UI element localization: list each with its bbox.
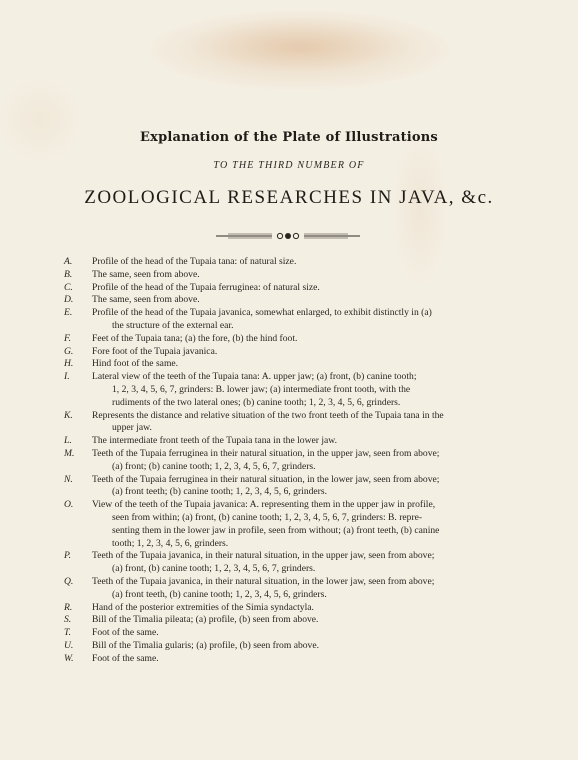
entry-line: Hind foot of the same. bbox=[92, 358, 179, 370]
plate-entry bbox=[64, 256, 524, 269]
paper-stain bbox=[150, 10, 450, 90]
plate-entry bbox=[64, 576, 524, 602]
plate-entry bbox=[64, 333, 524, 346]
plate-entry bbox=[64, 640, 524, 653]
entry-text bbox=[92, 640, 524, 653]
entry-line: seen from within; (a) front, (b) canine tooth; 1, 2, 3, 4, 5, 6, 7, grinders: B. repre- bbox=[112, 511, 423, 523]
plate-entry bbox=[64, 371, 524, 409]
plate-entry bbox=[64, 346, 524, 359]
entry-letter: K. bbox=[64, 409, 73, 421]
entry-letter: M. bbox=[64, 447, 75, 459]
entry-line: Profile of the head of the Tupaia javanica, somewhat enlarged, to exhibit distinctly in (a) bbox=[92, 307, 432, 319]
entry-line: Bill of the Timalia pileata; (a) profile, (b) seen from above. bbox=[92, 614, 319, 626]
entry-text bbox=[92, 448, 524, 474]
entry-text bbox=[92, 653, 524, 666]
entry-line: (a) front; (b) canine tooth; 1, 2, 3, 4, 5, 6, 7, grinders. bbox=[112, 460, 316, 472]
entry-text bbox=[92, 627, 524, 640]
ornamental-rule bbox=[214, 231, 362, 241]
plate-entry bbox=[64, 307, 524, 333]
entry-text bbox=[92, 307, 524, 333]
entry-line: tooth; 1, 2, 3, 4, 5, 6, grinders. bbox=[112, 537, 229, 549]
plate-entry bbox=[64, 410, 524, 436]
entry-letter: H. bbox=[64, 358, 74, 370]
plate-entry bbox=[64, 499, 524, 550]
page-title: ZOOLOGICAL RESEARCHES IN JAVA, &c. bbox=[84, 187, 494, 208]
entry-line: Hand of the posterior extremities of the Simia syndactyla. bbox=[92, 601, 314, 613]
plate-entry bbox=[64, 627, 524, 640]
entry-line: The intermediate front teeth of the Tupaia tana in the lower jaw. bbox=[92, 435, 338, 447]
entry-text bbox=[92, 410, 524, 436]
entry-line: upper jaw. bbox=[112, 422, 152, 434]
entry-letter: R. bbox=[64, 601, 73, 613]
page-heading: Explanation of the Plate of Illustrations bbox=[140, 130, 438, 145]
entry-line: Foot of the same. bbox=[92, 652, 159, 664]
entry-letter: U. bbox=[64, 639, 74, 651]
plate-entry bbox=[64, 269, 524, 282]
entry-line: rudiments of the two lateral ones; (b) canine tooth; 1, 2, 3, 4, 5, 6, grinders. bbox=[112, 396, 401, 408]
entry-text bbox=[92, 269, 524, 282]
entry-line: The same, seen from above. bbox=[92, 294, 200, 306]
entry-letter: E. bbox=[64, 307, 73, 319]
plate-entry bbox=[64, 474, 524, 500]
plate-entry bbox=[64, 653, 524, 666]
entry-text bbox=[92, 294, 524, 307]
entry-line: Profile of the head of the Tupaia ferruginea: of natural size. bbox=[92, 281, 320, 293]
entry-line: The same, seen from above. bbox=[92, 268, 200, 280]
page-subheading: TO THE THIRD NUMBER OF bbox=[213, 160, 365, 171]
plate-entry bbox=[64, 435, 524, 448]
entry-text bbox=[92, 474, 524, 500]
entry-letter: L. bbox=[64, 435, 72, 447]
entry-text bbox=[92, 435, 524, 448]
entry-text bbox=[92, 346, 524, 359]
entry-line: Teeth of the Tupaia javanica, in their natural situation, in the lower jaw, seen from above; bbox=[92, 575, 435, 587]
plate-entry bbox=[64, 282, 524, 295]
entry-line: View of the teeth of the Tupaia javanica: A. representing them in the upper jaw in profile, bbox=[92, 499, 436, 511]
entry-line: (a) front teeth; (b) canine tooth; 1, 2, 3, 4, 5, 6, grinders. bbox=[112, 486, 328, 498]
entry-line: (a) front, (b) canine tooth; 1, 2, 3, 4, 5, 6, 7, grinders. bbox=[112, 563, 316, 575]
entry-text bbox=[92, 256, 524, 269]
entry-text bbox=[92, 550, 524, 576]
plate-entry bbox=[64, 550, 524, 576]
entry-letter: I. bbox=[64, 371, 70, 383]
entry-letter: W. bbox=[64, 652, 74, 664]
entry-text bbox=[92, 333, 524, 346]
entry-line: senting them in the lower jaw in profile, seen from without; (a) front teeth, (b) canine bbox=[112, 524, 440, 536]
entry-letter: P. bbox=[64, 550, 72, 562]
entry-letter: T. bbox=[64, 627, 72, 639]
entry-letter: A. bbox=[64, 256, 73, 267]
plate-entry bbox=[64, 448, 524, 474]
entry-letter: D. bbox=[64, 294, 74, 306]
entry-letter: G. bbox=[64, 345, 74, 357]
entry-text bbox=[92, 358, 524, 371]
entry-letter: B. bbox=[64, 268, 73, 280]
entry-letter: C. bbox=[64, 281, 73, 293]
entry-line: Bill of the Timalia gularis; (a) profile, (b) seen from above. bbox=[92, 639, 319, 651]
entry-line: Feet of the Tupaia tana; (a) the fore, (b) the hind foot. bbox=[92, 332, 298, 344]
plate-entry bbox=[64, 614, 524, 627]
entry-text bbox=[92, 371, 524, 409]
entry-line: (a) front teeth, (b) canine tooth; 1, 2, 3, 4, 5, 6, grinders. bbox=[112, 588, 327, 600]
entry-line: Teeth of the Tupaia javanica, in their natural situation, in the upper jaw, seen from above; bbox=[92, 550, 435, 562]
entry-text bbox=[92, 602, 524, 615]
plate-entry bbox=[64, 358, 524, 371]
plate-entry bbox=[64, 294, 524, 307]
entry-letter: N. bbox=[64, 473, 73, 485]
entry-letter: Q. bbox=[64, 575, 74, 587]
plate-entries-list bbox=[64, 256, 524, 666]
entry-line: Foot of the same. bbox=[92, 627, 159, 639]
entry-line: Teeth of the Tupaia ferruginea in their natural situation, in the lower jaw, seen from above; bbox=[92, 473, 440, 485]
entry-letter: S. bbox=[64, 614, 72, 626]
entry-line: the structure of the external ear. bbox=[112, 319, 234, 331]
entry-line: Fore foot of the Tupaia javanica. bbox=[92, 345, 218, 357]
entry-line: Represents the distance and relative situation of the two front teeth of the Tupaia tana in the bbox=[92, 409, 444, 421]
plate-entry bbox=[64, 602, 524, 615]
entry-line: Profile of the head of the Tupaia tana: of natural size. bbox=[92, 256, 297, 267]
entry-letter: F. bbox=[64, 332, 72, 344]
entry-text bbox=[92, 282, 524, 295]
entry-text bbox=[92, 499, 524, 550]
entry-line: Teeth of the Tupaia ferruginea in their natural situation, in the upper jaw, seen from above; bbox=[92, 447, 440, 459]
entry-text bbox=[92, 614, 524, 627]
entry-text bbox=[92, 576, 524, 602]
entry-letter: O. bbox=[64, 499, 74, 511]
entry-line: Lateral view of the teeth of the Tupaia tana: A. upper jaw; (a) front, (b) canine tooth; bbox=[92, 371, 417, 383]
entry-line: 1, 2, 3, 4, 5, 6, 7, grinders: B. lower jaw; (a) intermediate front tooth, with the bbox=[112, 383, 411, 395]
